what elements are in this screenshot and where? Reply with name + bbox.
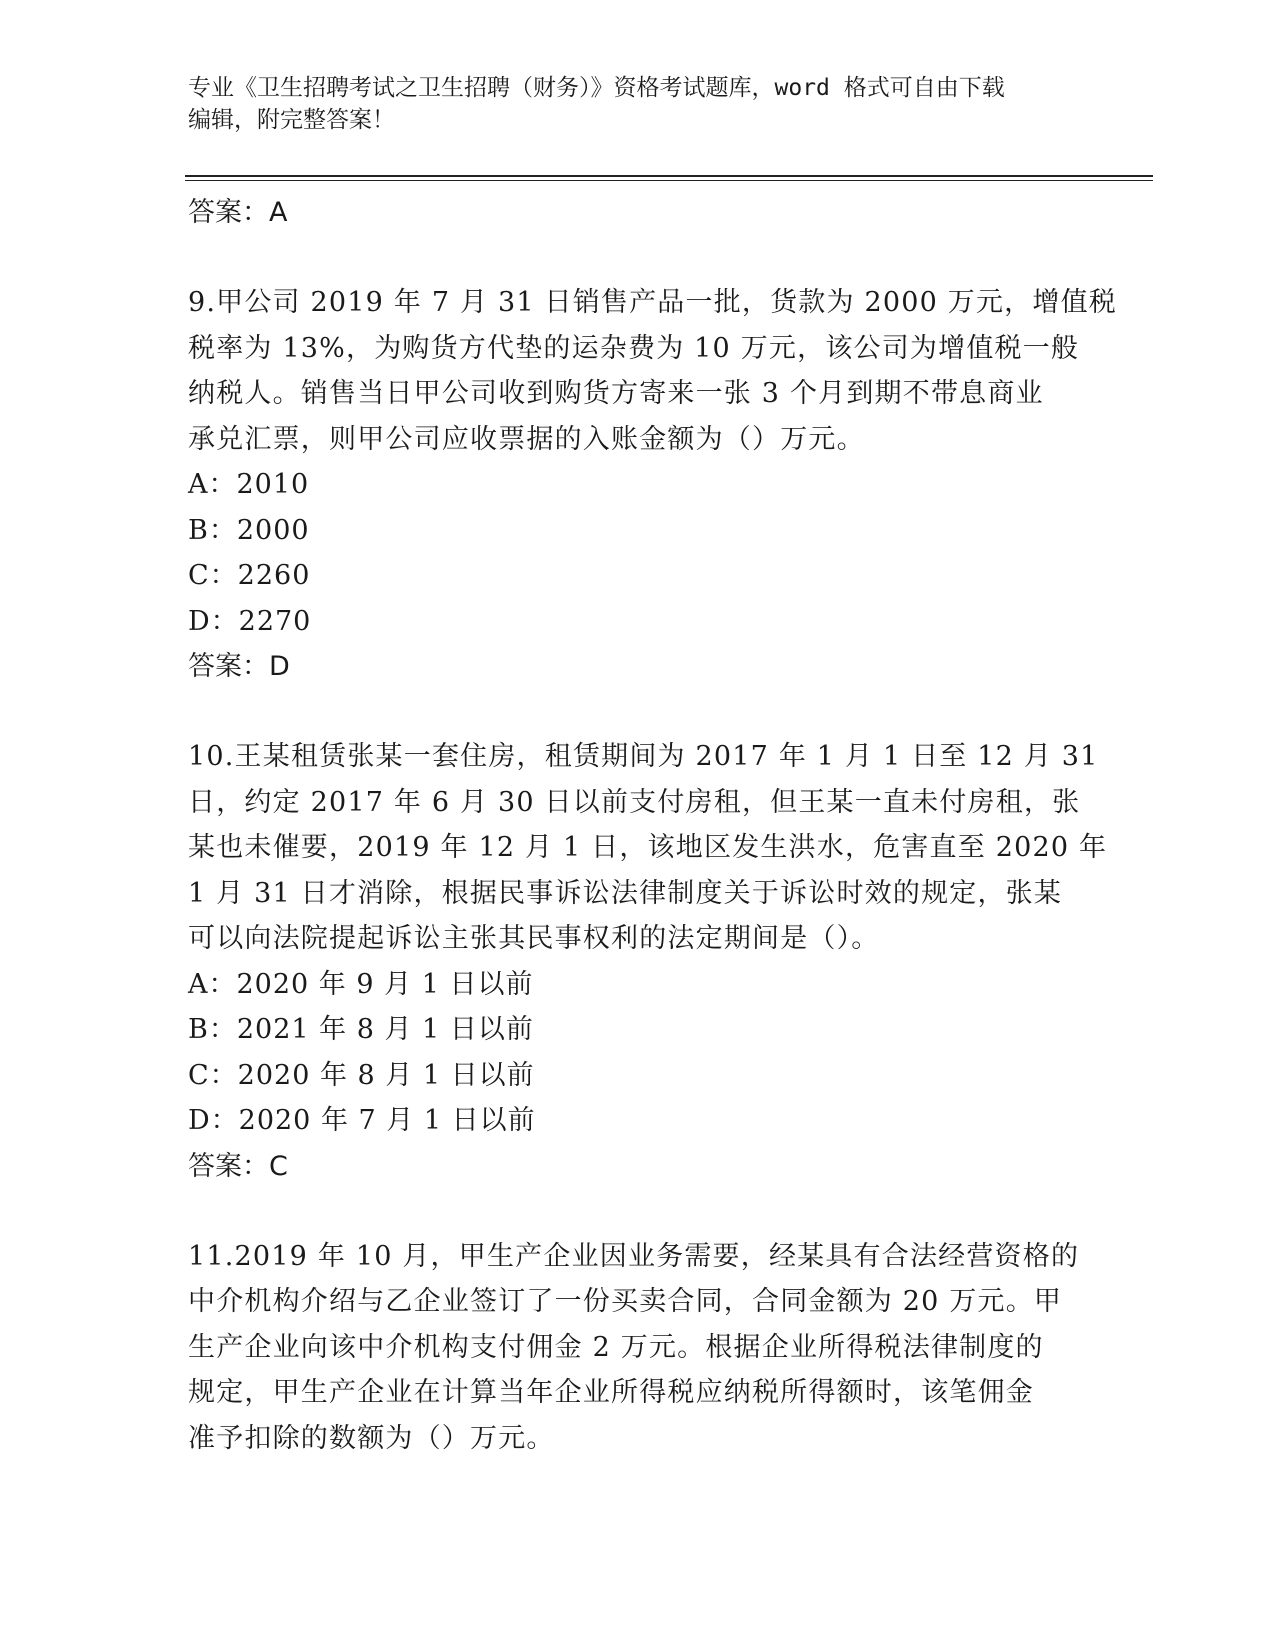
- question-11-text: [188, 1234, 1088, 1462]
- question-10-option-c: C：2020 年 8 月 1 日以前: [188, 1059, 535, 1091]
- question-10-answer: 答案：C: [188, 1150, 288, 1182]
- question-9-option-d: D：2270: [188, 605, 312, 637]
- question-line: 某也未催要，2019 年 12 月 1 日，该地区发生洪水，危害直至 2020 年: [188, 832, 1108, 863]
- question-9-text: [188, 280, 1117, 462]
- question-line: 9.甲公司 2019 年 7 月 31 日销售产品一批，货款为 2000 万元，增值税: [188, 287, 1117, 318]
- question-10-text: [188, 734, 1108, 962]
- question-10-option-a: A：2020 年 9 月 1 日以前: [188, 968, 534, 1000]
- question-line: 纳税人。销售当日甲公司收到购货方寄来一张 3 个月到期不带息商业: [188, 378, 1044, 409]
- question-10-option-d: D：2020 年 7 月 1 日以前: [188, 1105, 536, 1136]
- spacer: [188, 236, 1088, 280]
- question-line: 日，约定 2017 年 6 月 30 日以前支付房租，但王某一直未付房租，张: [188, 786, 1081, 818]
- question-9-option-c: C：2260: [188, 560, 311, 591]
- question-line: 承兑汇票，则甲公司应收票据的入账金额为（）万元。: [188, 423, 865, 455]
- header-rule-thin: [185, 180, 1153, 181]
- question-9-option-a: A：2010: [188, 469, 310, 500]
- question-line: 10.王某租赁张某一套住房，租赁期间为 2017 年 1 月 1 日至 12 月 31: [188, 741, 1099, 772]
- header-rule-thick: [185, 175, 1153, 177]
- answer-previous-question: 答案：A: [188, 197, 288, 228]
- question-line: 1 月 31 日才消除，根据民事诉讼法律制度关于诉讼时效的规定，张某: [188, 877, 1063, 909]
- spacer: [188, 1190, 1088, 1234]
- spacer: [188, 690, 1088, 734]
- question-line: 准予扣除的数额为（）万元。: [188, 1422, 555, 1454]
- question-9-answer: 答案：D: [188, 651, 290, 682]
- question-line: 可以向法院提起诉讼主张其民事权利的法定期间是（）。: [188, 923, 880, 954]
- header-line-2: 编辑，附完整答案！: [188, 107, 395, 133]
- question-9-option-b: B：2000: [188, 514, 310, 546]
- question-line: 税率为 13%，为购货方代垫的运杂费为 10 万元，该公司为增值税一般: [188, 332, 1080, 364]
- header-line-1: 专业《卫生招聘考试之卫生招聘（财务）》资格考试题库，word 格式可自由下载: [188, 75, 1005, 101]
- question-line: 规定，甲生产企业在计算当年企业所得税应纳税所得额时，该笔佣金: [188, 1377, 1034, 1408]
- question-10-option-b: B：2021 年 8 月 1 日以前: [188, 1014, 534, 1045]
- question-line: 生产企业向该中介机构支付佣金 2 万元。根据企业所得税法律制度的: [188, 1331, 1044, 1363]
- question-line: 中介机构介绍与乙企业签订了一份买卖合同，合同金额为 20 万元。甲: [188, 1286, 1063, 1317]
- document-body: [188, 190, 1117, 1461]
- question-line: 11.2019 年 10 月，甲生产企业因业务需要，经某具有合法经营资格的: [188, 1240, 1080, 1272]
- page-header: [188, 72, 1068, 136]
